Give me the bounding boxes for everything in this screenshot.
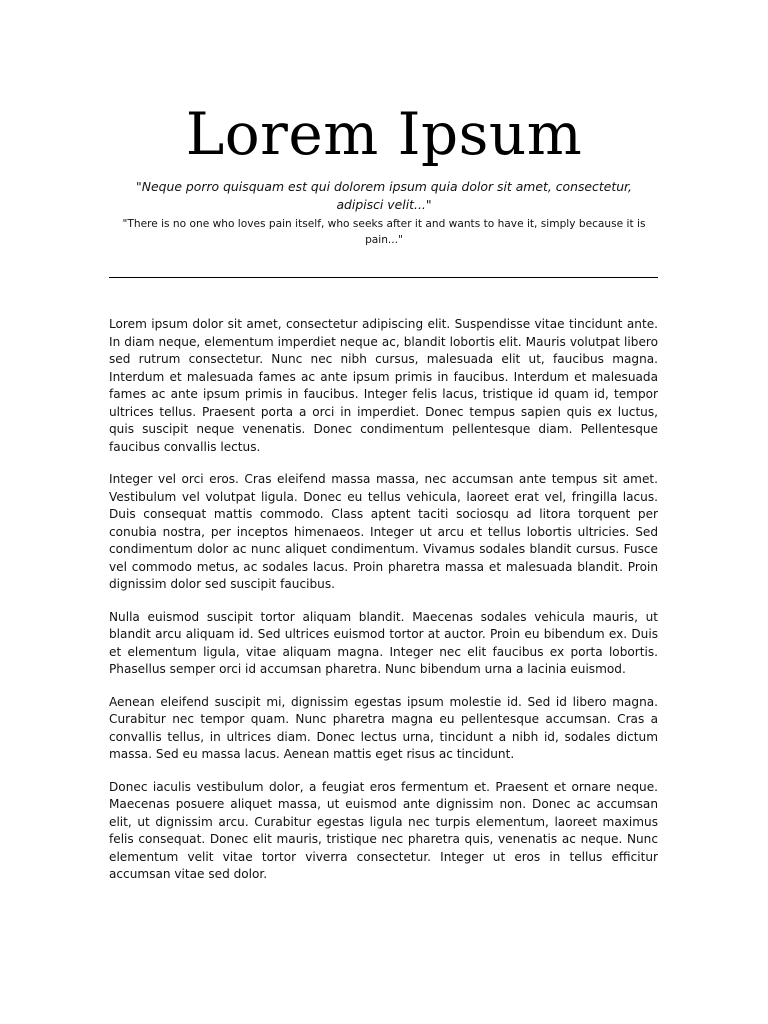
horizontal-divider: [109, 277, 658, 278]
paragraph-3: Nulla euismod suscipit tortor aliquam blandit. Maecenas sodales vehicula mauris, ut blandit arcu aliquam id. Sed ultrices euismod tortor at auctor. Proin eu bibendum ex. Duis et elementum ligula, vitae aliquam magna. Integer nec elit faucibus ex porta lobortis. Phasellus semper orci id accumsan pharetra. Nunc bibendum urna a lacinia euismod.: [109, 609, 658, 676]
english-quote: "There is no one who loves pain itself, who seeks after it and wants to have it, simply because it is pain...": [122, 218, 646, 246]
paragraph-4: Aenean eleifend suscipit mi, dignissim egestas ipsum molestie id. Sed id libero magna. Curabitur nec tempor quam. Nunc pharetra magna eu pellentesque accumsan. Cras a convallis tellus, in ultrices diam. Donec lectus urna, tincidunt a nibh id, sodales dictum massa. Sed eu massa lacus. Aenean mattis eget risus ac tincidunt.: [109, 694, 658, 761]
paragraph-1: Lorem ipsum dolor sit amet, consectetur adipiscing elit. Suspendisse vitae tincidunt ante. In diam neque, elementum imperdiet neque ac, blandit lobortis elit. Mauris volutpat libero sed rutrum consectetur. Nunc nec nibh cursus, malesuada elit ut, faucibus magna. Interdum et malesuada fames ac ante ipsum primis in faucibus. Interdum et malesuada fames ac ante ipsum primis in faucibus. Integer felis lacus, tristique id quam id, tempor ultrices tellus. Praesent porta a orci in imperdiet. Donec tempus sapien quis ex luctus, quis suscipit neque venenatis. Donec condimentum pellentesque diam. Pellentesque faucibus convallis lectus.: [109, 317, 658, 454]
body-text: [109, 316, 658, 899]
latin-quote: "Neque porro quisquam est qui dolorem ipsum quia dolor sit amet, consectetur, adipisci velit...": [136, 179, 632, 212]
paragraph-5: Donec iaculis vestibulum dolor, a feugiat eros fermentum et. Praesent et ornare neque. Maecenas posuere aliquet massa, ut euismod ante dignissim non. Donec ac accumsan elit, ut dignissim arcu. Curabitur egestas ligula nec turpis elementum, laoreet maximus felis consequat. Donec elit mauris, tristique nec pharetra quis, venenatis ac neque. Nunc elementum velit vitae tortor viverra consectetur. Integer ut eros in tellus efficitur accumsan vitae sed dolor.: [109, 779, 658, 881]
document-title: Lorem Ipsum: [185, 100, 583, 168]
paragraph-2: Integer vel orci eros. Cras eleifend massa massa, nec accumsan ante tempus sit amet. Vestibulum vel volutpat ligula. Donec eu tellus vehicula, laoreet erat vel, fringilla lacus. Duis consequat mattis commodo. Class aptent taciti sociosqu ad litora torquent per conubia nostra, per inceptos himenaeos. Integer ut arcu et tellus lobortis ultricies. Sed condimentum dolor ac nunc aliquet condimentum. Vivamus sodales blandit cursus. Fusce vel commodo metus, ac sodales lacus. Proin pharetra massa et malesuada blandit. Proin dignissim dolor sed suscipit faucibus.: [109, 472, 658, 591]
